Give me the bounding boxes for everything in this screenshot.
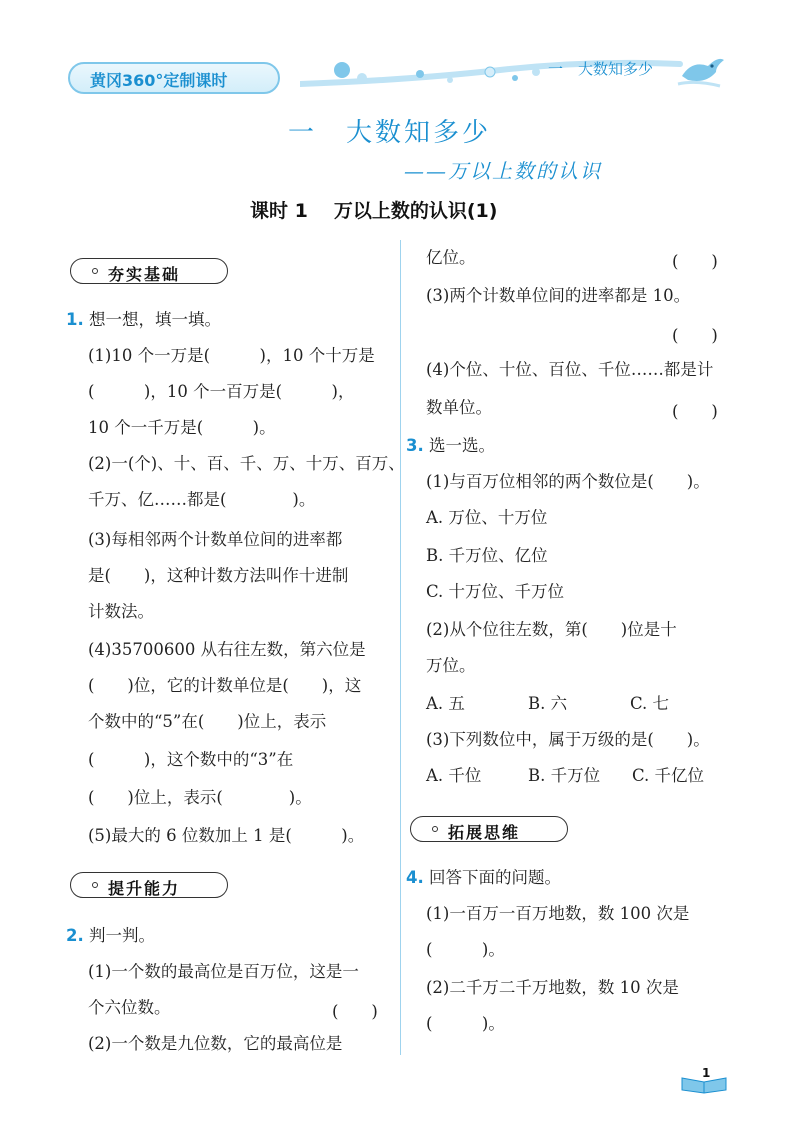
question-text: 想一想，填一填。 xyxy=(89,310,221,329)
answer-paren[interactable]: ( ) xyxy=(672,402,718,421)
text-line: (1)与百万位相邻的两个数位是( )。 xyxy=(426,472,710,491)
lesson-name: 万以上数的认识(1) xyxy=(333,200,498,222)
dot-icon xyxy=(432,826,438,832)
section-title-improve: 提升能力 xyxy=(108,879,181,898)
text-line: 千万、亿……都是( )。 xyxy=(88,490,316,509)
text-line: (3)每相邻两个计数单位间的进率都 xyxy=(88,530,343,549)
text-line: (3)下列数位中，属于万级的是( )。 xyxy=(426,730,710,749)
question-number: 3. xyxy=(406,436,424,455)
text-line: ( )位上，表示( )。 xyxy=(88,788,312,807)
column-divider xyxy=(400,240,401,1055)
question-number: 2. xyxy=(66,926,84,945)
unit-tag: 一 大数知多少 xyxy=(548,60,654,78)
text-line: (2)一个数是九位数，它的最高位是 xyxy=(88,1034,343,1053)
option-line: C. 十万位、千万位 xyxy=(426,582,565,601)
brand-label: 黄冈360°定制课时 xyxy=(90,71,228,90)
question-text: 回答下面的问题。 xyxy=(429,868,561,887)
text-line: 是( )，这种计数方法叫作十进制 xyxy=(88,566,349,585)
text-line: (4)35700600 从右往左数，第六位是 xyxy=(88,640,366,659)
question-text: 判一判。 xyxy=(89,926,155,945)
text-line: (1)一百万一百万地数，数 100 次是 xyxy=(426,904,690,923)
text-line: 亿位。 xyxy=(426,248,476,267)
lesson-label: 课时 1 xyxy=(250,200,308,222)
answer-paren[interactable]: ( ) xyxy=(672,326,718,345)
dot-icon xyxy=(92,882,98,888)
text-line: 万位。 xyxy=(426,656,476,675)
sub-title: ——万以上数的认识 xyxy=(404,159,602,183)
option-a: A. 五 xyxy=(426,694,465,713)
text-line: (3)两个计数单位间的进率都是 10。 xyxy=(426,286,691,305)
text-line: ( )。 xyxy=(426,1014,505,1033)
page-number: 1 xyxy=(702,1066,711,1080)
option-c: C. 千亿位 xyxy=(632,766,705,785)
bird-icon xyxy=(676,50,726,90)
option-line: A. 万位、十万位 xyxy=(426,508,548,527)
answer-paren[interactable]: ( ) xyxy=(332,1002,378,1021)
text-line: (1)一个数的最高位是百万位，这是一 xyxy=(88,962,359,981)
text-line: (1)10 个一万是( )，10 个十万是 xyxy=(88,346,375,365)
question-2 xyxy=(66,926,155,946)
section-title-basics: 夯实基础 xyxy=(108,265,181,284)
text-line: (5)最大的 6 位数加上 1 是( )。 xyxy=(88,826,365,845)
question-4 xyxy=(406,868,561,888)
text-line: ( )。 xyxy=(426,940,505,959)
answer-paren[interactable]: ( ) xyxy=(672,252,718,271)
option-b: B. 六 xyxy=(528,694,568,713)
text-line: 数单位。 xyxy=(426,398,492,417)
text-line: 个数中的“5”在( )位上，表示 xyxy=(88,712,327,731)
text-line: 计数法。 xyxy=(88,602,154,621)
text-line: ( )，这个数中的“3”在 xyxy=(88,750,294,769)
section-title-extend: 拓展思维 xyxy=(448,823,521,842)
text-line: (4)个位、十位、百位、千位……都是计 xyxy=(426,360,714,379)
question-number: 4. xyxy=(406,868,424,887)
question-number: 1. xyxy=(66,310,84,329)
text-line: (2)二千万二千万地数，数 10 次是 xyxy=(426,978,679,997)
text-line: (2)一(个)、十、百、千、万、十万、百万、 xyxy=(88,454,405,473)
text-line: ( )位，它的计数单位是( )，这 xyxy=(88,676,362,695)
option-a: A. 千位 xyxy=(426,766,482,785)
header-decoration xyxy=(300,50,720,100)
option-line: B. 千万位、亿位 xyxy=(426,546,548,565)
question-3 xyxy=(406,436,495,456)
text-line: 个六位数。 xyxy=(88,998,171,1017)
lesson-title xyxy=(250,196,497,223)
text-line: (2)从个位往左数，第( )位是十 xyxy=(426,620,677,639)
option-b: B. 千万位 xyxy=(528,766,601,785)
question-text: 选一选。 xyxy=(429,436,495,455)
text-line: ( )，10 个一百万是( )， xyxy=(88,382,355,401)
dot-icon xyxy=(92,268,98,274)
text-line: 10 个一千万是( )。 xyxy=(88,418,276,437)
main-title: 一 大数知多少 xyxy=(288,118,492,148)
question-1 xyxy=(66,310,221,330)
option-c: C. 七 xyxy=(630,694,670,713)
